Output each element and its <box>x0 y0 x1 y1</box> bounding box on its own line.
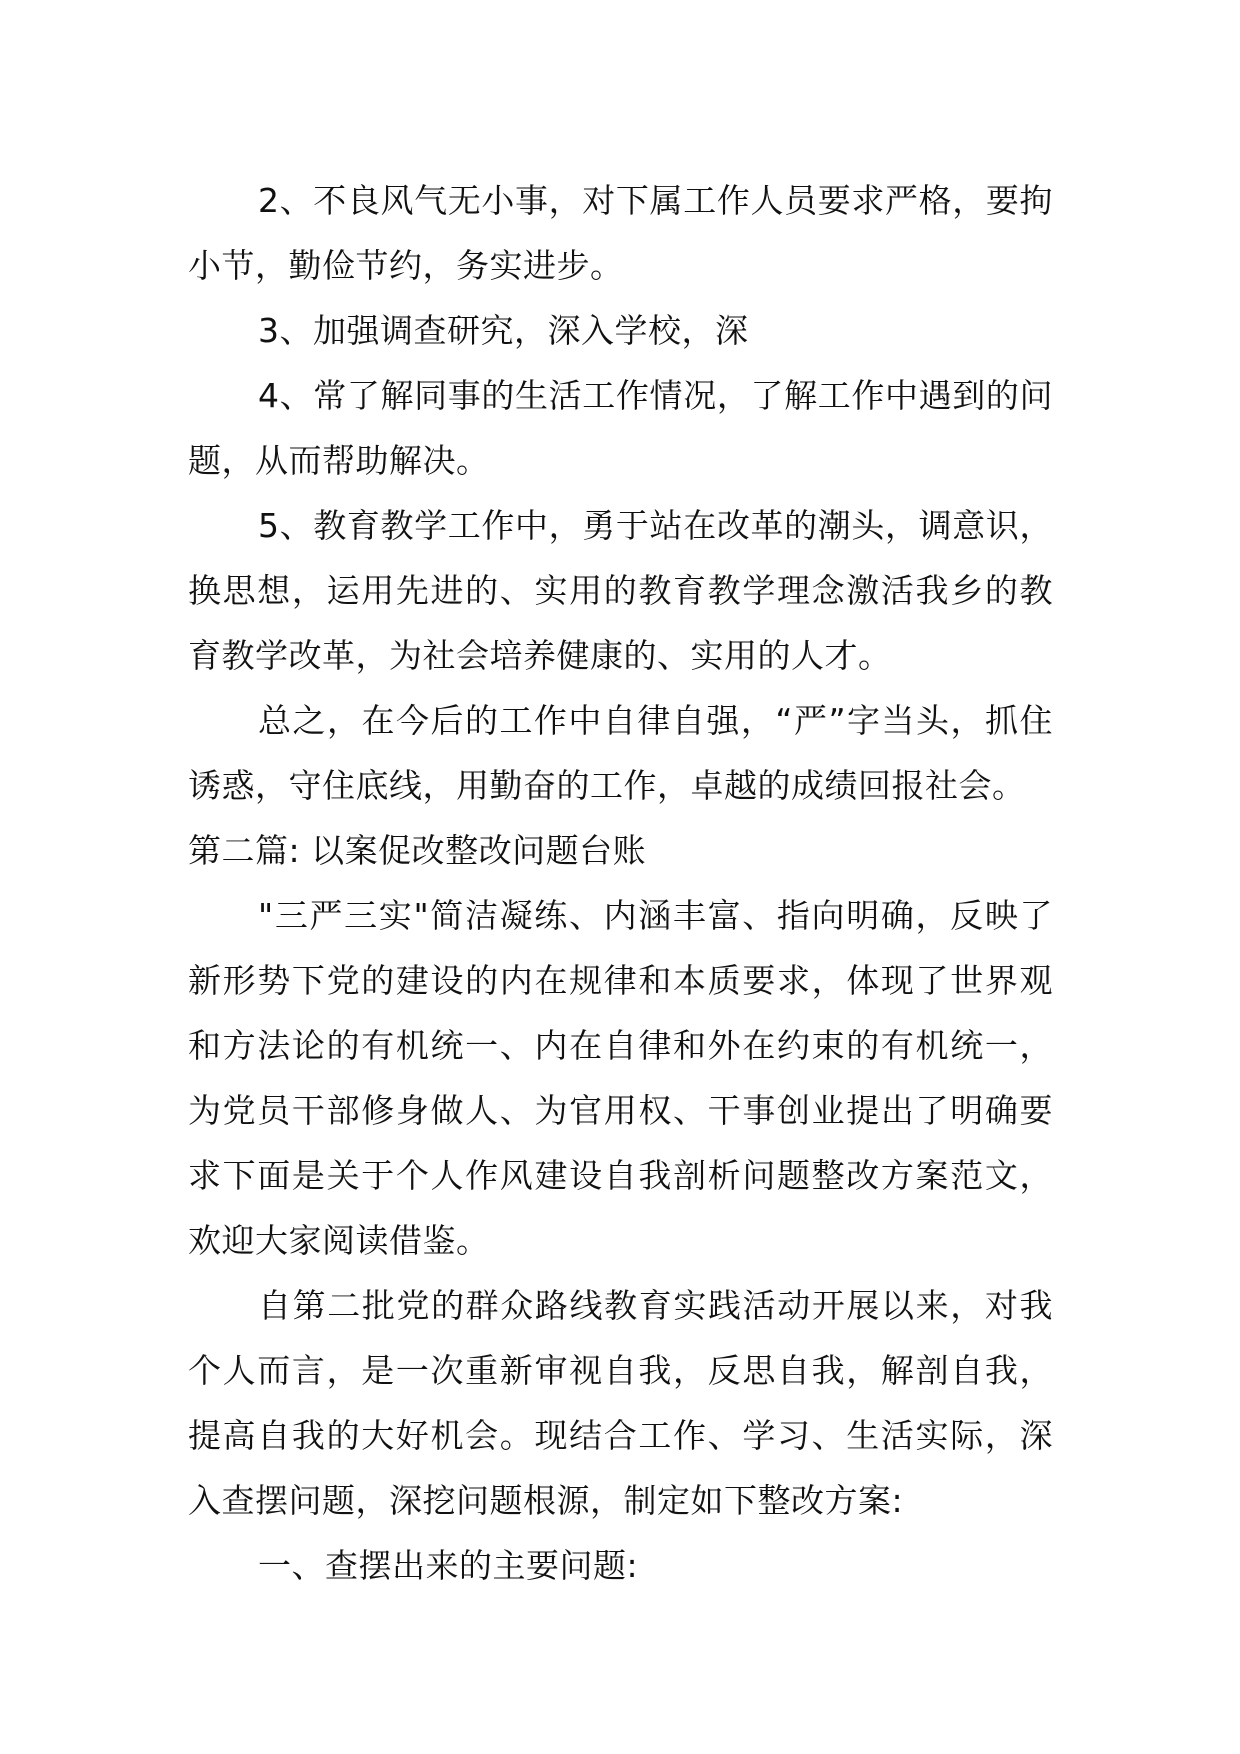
paragraph-item-2: 2、不良风气无小事，对下属工作人员要求严格，要拘小节，勤俭节约，务实进步。 <box>188 181 1053 285</box>
paragraph-background: 自第二批党的群众路线教育实践活动开展以来，对我个人而言，是一次重新审视自我，反思自我，解剖自我，提高自我的大好机会。现结合工作、学习、生活实际，深入查摆问题，深挖问题根源，制定如下整改方案: <box>188 1286 1053 1520</box>
section-heading: 第二篇: 以案促改整改问题台账 <box>188 831 647 870</box>
paragraph-problems-heading: 一、查摆出来的主要问题: <box>258 1546 639 1585</box>
paragraph-summary: 总之，在今后的工作中自律自强，“严”字当头，抓住诱惑，守住底线，用勤奋的工作，卓越的成绩回报社会。 <box>188 701 1053 805</box>
paragraph-item-5: 5、教育教学工作中，勇于站在改革的潮头，调意识，换思想，运用先进的、实用的教育教学理念激活我乡的教育教学改革，为社会培养健康的、实用的人才。 <box>188 506 1053 675</box>
paragraph-item-3: 3、加强调查研究，深入学校，深 <box>258 311 749 350</box>
document-body <box>188 168 1053 1598</box>
paragraph-intro: "三严三实"简洁凝练、内涵丰富、指向明确，反映了新形势下党的建设的内在规律和本质要求，体现了世界观和方法论的有机统一、内在自律和外在约束的有机统一，为党员干部修身做人、为官用权、干事创业提出了明确要求下面是关于个人作风建设自我剖析问题整改方案范文，欢迎大家阅读借鉴。 <box>188 896 1053 1260</box>
paragraph-item-4: 4、常了解同事的生活工作情况，了解工作中遇到的问题，从而帮助解决。 <box>188 376 1053 480</box>
